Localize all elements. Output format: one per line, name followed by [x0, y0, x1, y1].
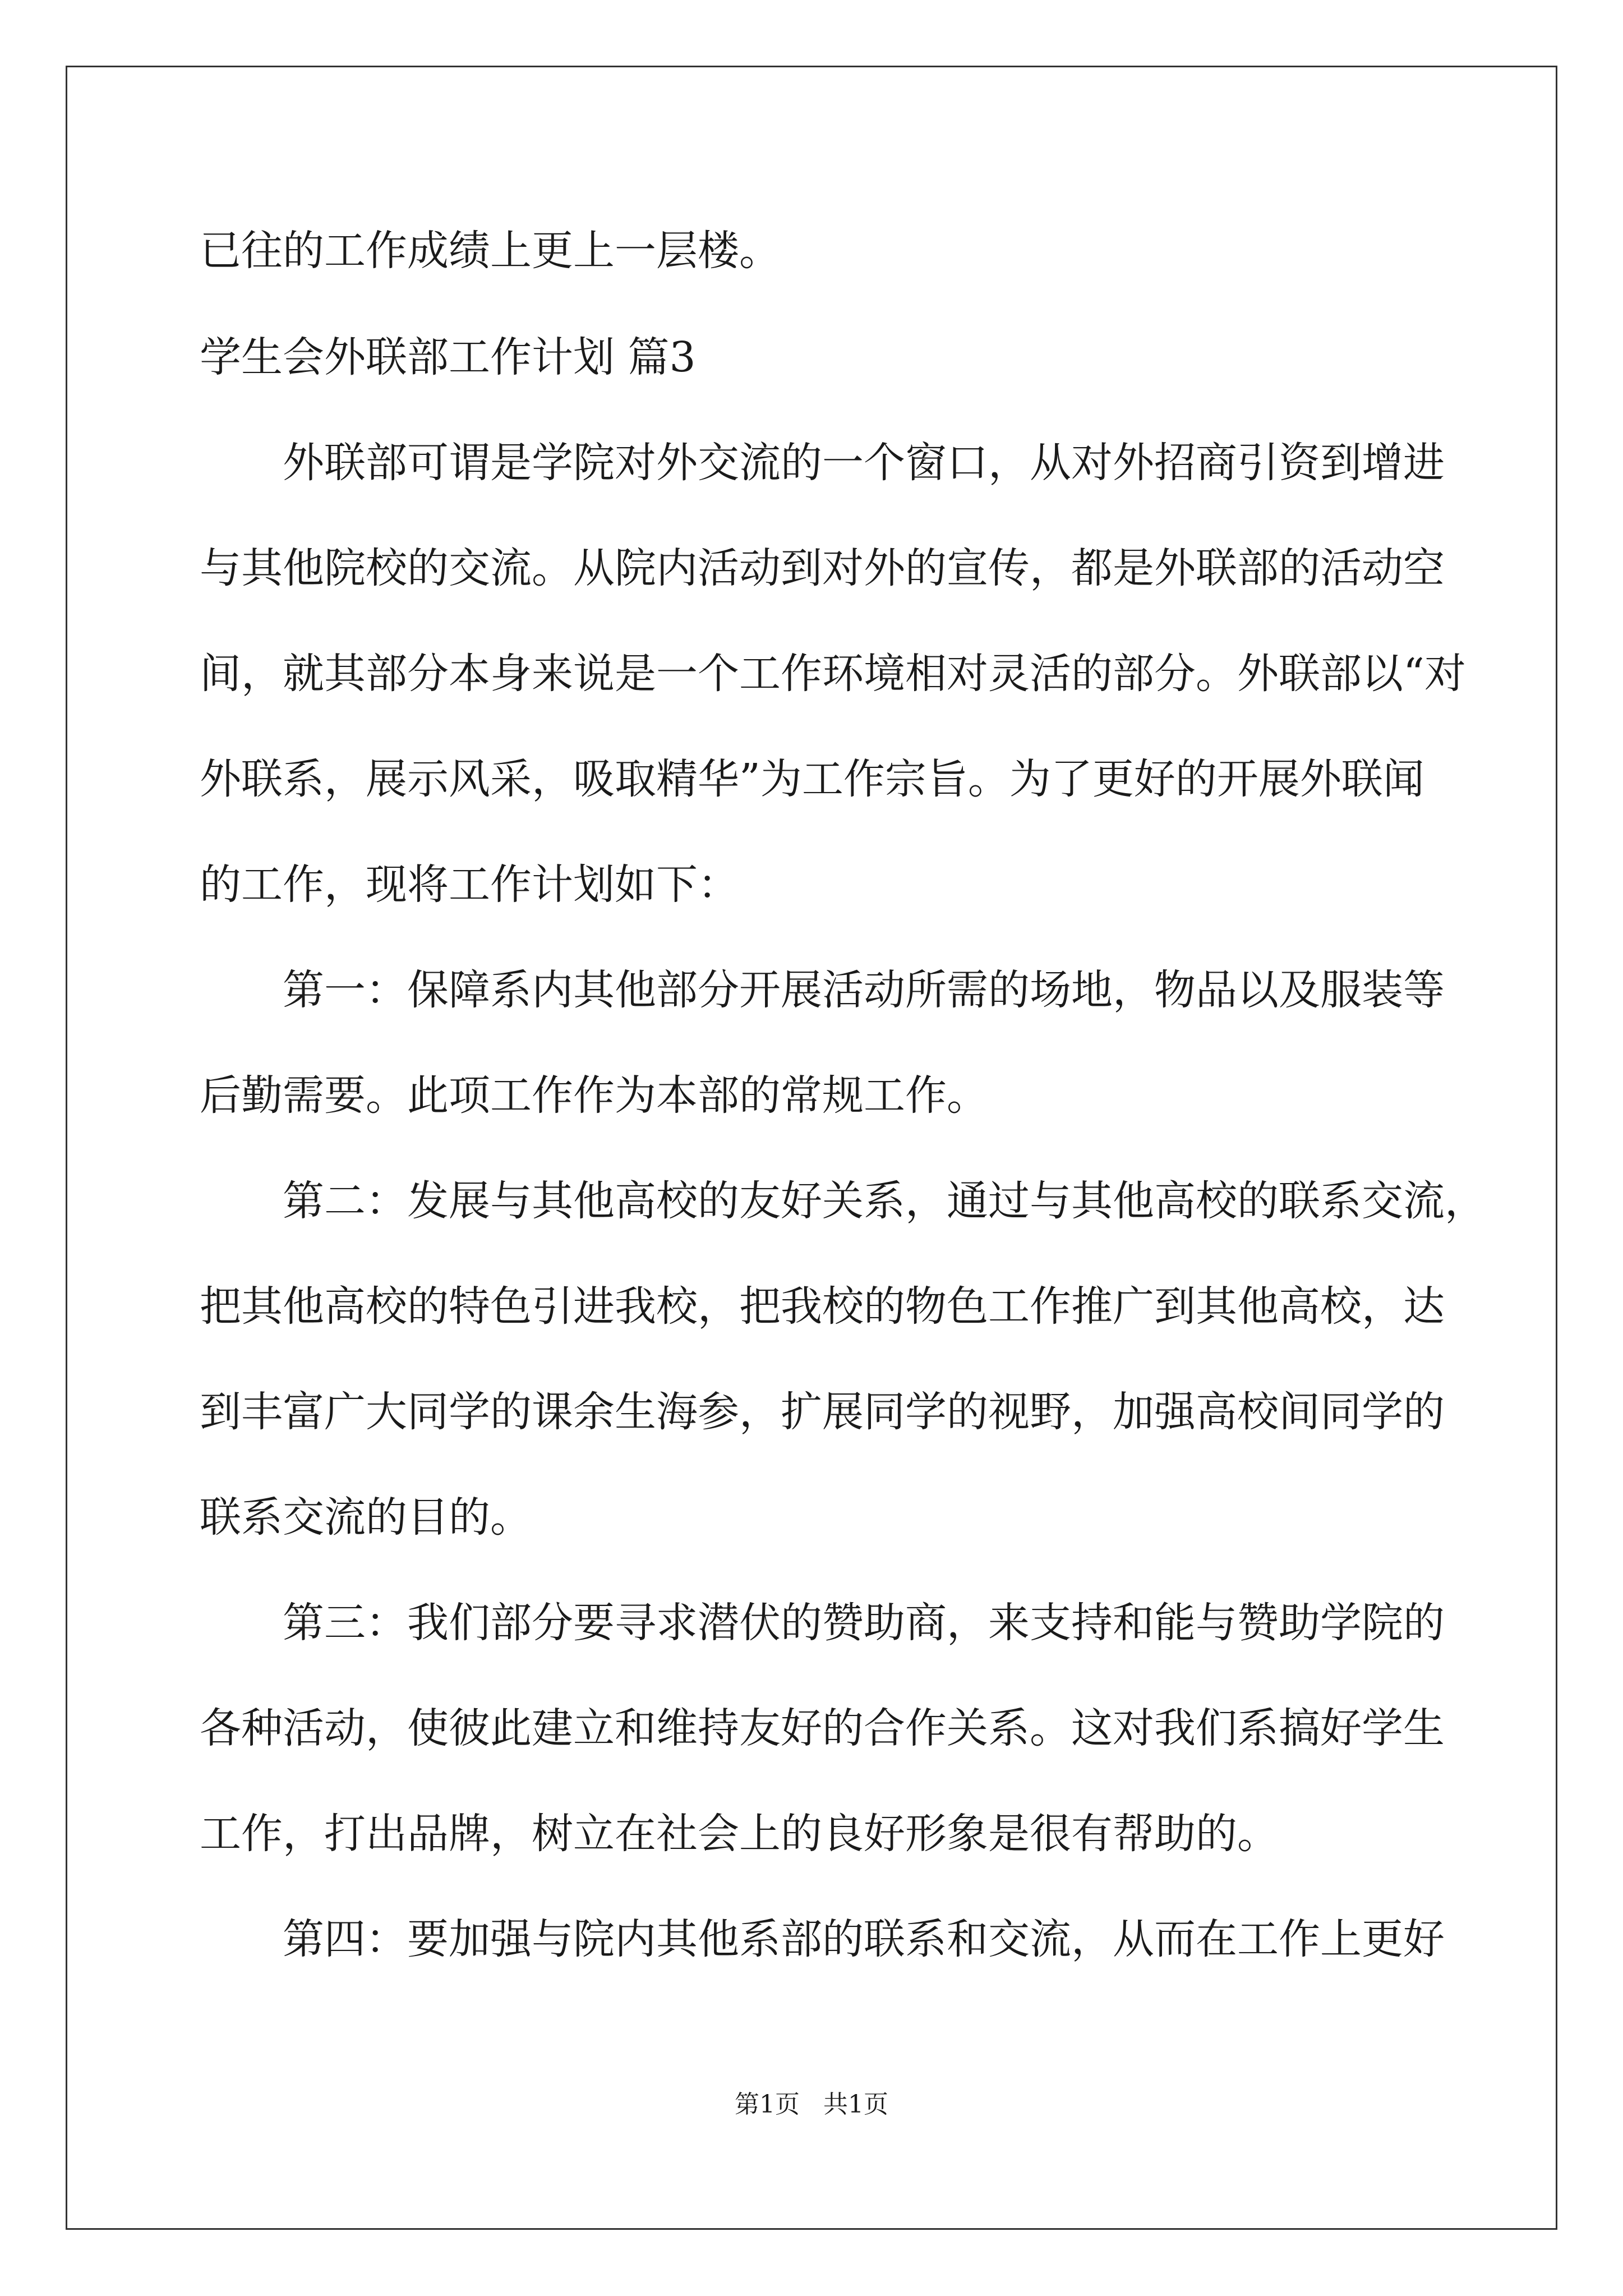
- text-line-8: 第一：保障系内其他部分开展活动所需的场地，物品以及服装等: [283, 966, 1445, 1014]
- text-line-4: 与其他院校的交流。从院内活动到对外的宣传，都是外联部的活动空: [200, 544, 1445, 592]
- text-line-6: 外联系，展示风采，吸取精华”为工作宗旨。为了更好的开展外联闻: [200, 755, 1424, 803]
- section-heading: 学生会外联部工作计划 篇3: [200, 333, 696, 381]
- text-line-14: 第三：我们部分要寻求潜伏的赞助商，来支持和能与赞助学院的: [283, 1599, 1445, 1647]
- text-line-16: 工作，打出品牌，树立在社会上的良好形象是很有帮助的。: [200, 1810, 1279, 1858]
- text-line-15: 各种活动，使彼此建立和维持友好的合作关系。这对我们系搞好学生: [200, 1704, 1445, 1752]
- text-line-7: 的工作，现将工作计划如下：: [200, 861, 739, 909]
- text-line-17: 第四：要加强与院内其他系部的联系和交流，从而在工作上更好: [283, 1915, 1445, 1963]
- page-footer: 第1页 共1页: [735, 2090, 888, 2119]
- text-line-12: 到丰富广大同学的课余生海参，扩展同学的视野，加强高校间同学的: [200, 1388, 1445, 1436]
- page-border: [66, 66, 1557, 2230]
- text-line-3: 外联部可谓是学院对外交流的一个窗口，从对外招商引资到增进: [283, 439, 1445, 487]
- text-line-11: 把其他高校的特色引进我校，把我校的物色工作推广到其他高校，达: [200, 1282, 1445, 1331]
- text-line-13: 联系交流的目的。: [200, 1493, 532, 1542]
- text-line-5: 间，就其部分本身来说是一个工作环境相对灵活的部分。外联部以“对: [200, 650, 1466, 698]
- text-line-9: 后勤需要。此项工作作为本部的常规工作。: [200, 1071, 988, 1120]
- text-line-10: 第二：发展与其他高校的友好关系，通过与其他高校的联系交流，: [283, 1177, 1486, 1225]
- text-line-1: 已往的工作成绩上更上一层楼。: [200, 227, 781, 275]
